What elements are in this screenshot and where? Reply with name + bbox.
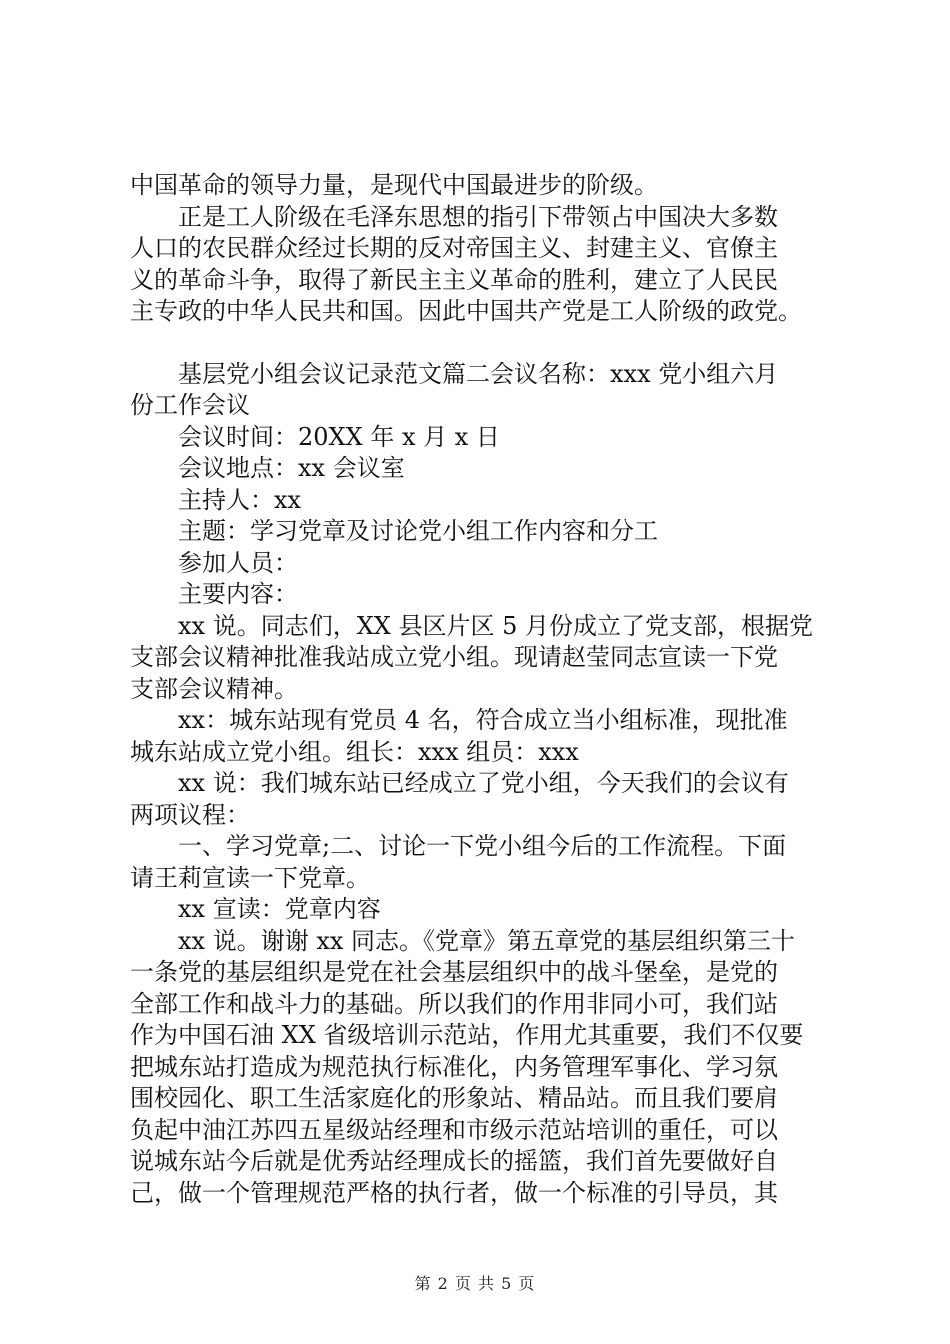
text-line: 己，做一个管理规范严格的执行者，做一个标准的引导员，其 bbox=[130, 1178, 778, 1207]
text-line: 把城东站打造成为规范执行标准化，内务管理军事化、学习氛 bbox=[130, 1052, 778, 1081]
meeting-host: 主持人：xx bbox=[178, 485, 302, 514]
text-line: 一条党的基层组织是党在社会基层组织中的战斗堡垒，是党的 bbox=[130, 958, 778, 986]
paragraph-gap bbox=[130, 328, 830, 359]
text-line: 说城东站今后就是优秀站经理成长的摇篮，我们首先要做好自 bbox=[130, 1147, 778, 1175]
text-line: xx 说：我们城东站已经成立了党小组，今天我们的会议有 bbox=[178, 769, 789, 797]
text-line: 中国革命的领导力量，是现代中国最进步的阶级。 bbox=[130, 171, 658, 199]
text-line: 份工作会议 bbox=[130, 391, 250, 419]
text-line: xx：城东站现有党员 4 名，符合成立当小组标准，现批准 bbox=[178, 706, 788, 734]
text-line: 全部工作和战斗力的基础。所以我们的作用非同小可，我们站 bbox=[130, 989, 778, 1018]
text-line: 城东站成立党小组。组长：xxx 组员：xxx bbox=[130, 737, 579, 766]
text-line: 正是工人阶级在毛泽东思想的指引下带领占中国决大多数 bbox=[178, 202, 778, 231]
text-line: 请王莉宣读一下党章。 bbox=[130, 863, 370, 892]
meeting-location: 会议地点：xx 会议室 bbox=[178, 454, 405, 482]
meeting-topic: 主题：学习党章及讨论党小组工作内容和分工 bbox=[178, 517, 658, 545]
page-footer: 第 2 页 共 5 页 bbox=[414, 1274, 536, 1293]
text-line: 一、学习党章;二、讨论一下党小组今后的工作流程。下面 bbox=[178, 832, 787, 860]
text-line: 人口的农民群众经过长期的反对帝国主义、封建主义、官僚主 bbox=[130, 234, 778, 262]
text-line: xx 宣读：党章内容 bbox=[178, 895, 381, 923]
text-line: 支部会议精神批准我站成立党小组。现请赵莹同志宣读一下党 bbox=[130, 643, 778, 671]
meeting-attendees: 参加人员： bbox=[178, 548, 298, 577]
text-line: 支部会议精神。 bbox=[130, 674, 298, 703]
text-line: 义的革命斗争，取得了新民主主义革命的胜利，建立了人民民 bbox=[130, 265, 778, 294]
text-line: 负起中油江苏四五星级站经理和市级示范站培训的重任，可以 bbox=[130, 1115, 778, 1144]
text-line: 两项议程： bbox=[130, 800, 250, 829]
meeting-time: 会议时间：20XX 年 x 月 x 日 bbox=[178, 422, 500, 451]
text-line: 主专政的中华人民共和国。因此中国共产党是工人阶级的政党。 bbox=[130, 297, 802, 325]
text-line: 基层党小组会议记录范文篇二会议名称：xxx 党小组六月 bbox=[178, 359, 779, 388]
meeting-content-label: 主要内容： bbox=[178, 580, 298, 608]
document-body bbox=[130, 170, 830, 1209]
text-line: xx 说。同志们，XX 县区片区 5 月份成立了党支部，根据党 bbox=[178, 611, 814, 640]
text-line: 作为中国石油 XX 省级培训示范站，作用尤其重要，我们不仅要 bbox=[130, 1021, 804, 1049]
text-line: 围校园化、职工生活家庭化的形象站、精品站。而且我们要肩 bbox=[130, 1084, 778, 1112]
text-line: xx 说。谢谢 xx 同志。《党章》第五章党的基层组织第三十 bbox=[178, 926, 796, 955]
